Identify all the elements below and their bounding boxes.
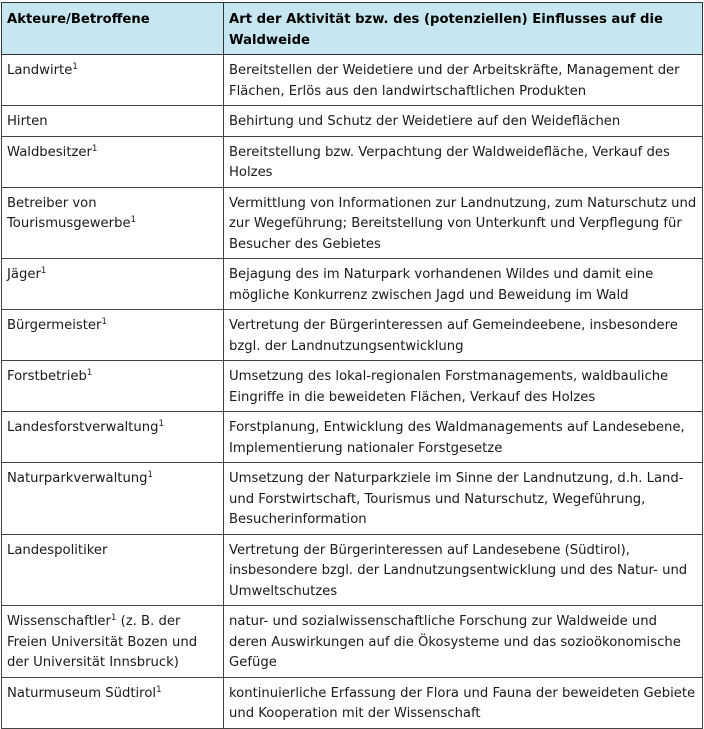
activity-cell: natur- und sozialwissenschaftliche Forschung zur Waldweide und deren Auswirkungen auf die Ökosysteme und das sozioökonomische Gefüge — [224, 606, 703, 678]
table-row — [2, 106, 703, 137]
actors-table — [1, 2, 703, 729]
table-row — [2, 136, 703, 187]
footnote-marker: 1 — [110, 613, 117, 623]
actor-name: Landwirte — [7, 63, 73, 78]
header-activity: Art der Aktivität bzw. des (potenziellen) Einflusses auf die Waldweide — [224, 3, 703, 55]
actor-cell — [2, 187, 224, 259]
table-row — [2, 361, 703, 412]
actor-name: Hirten — [7, 114, 48, 129]
activity-cell: Umsetzung der Naturparkziele im Sinne der Landnutzung, d.h. Land- und Forstwirtschaft, Tourismus und Naturschutz, Wegeführung, Besucherinformation — [224, 463, 703, 535]
footnote-marker: 1 — [72, 62, 78, 72]
table-header-row — [2, 3, 703, 55]
activity-cell: Vertretung der Bürgerinteressen auf Gemeindeebene, insbesondere bzgl. der Landnutzungsentwicklung — [224, 310, 703, 361]
table-row — [2, 606, 703, 678]
actor-name: Wissenschaftler — [7, 614, 111, 629]
table-row — [2, 259, 703, 310]
activity-cell: Forstplanung, Entwicklung des Waldmanagements auf Landesebene, Implementierung nationaler Forstgesetze — [224, 412, 703, 463]
actor-cell — [2, 534, 224, 606]
table-row — [2, 55, 703, 106]
footnote-marker: 1 — [101, 317, 107, 327]
activity-cell: Vertretung der Bürgerinteressen auf Landesebene (Südtirol), insbesondere bzgl. der Landnutzungsentwicklung und des Natur- und Umweltschutzes — [224, 534, 703, 606]
actor-cell — [2, 463, 224, 535]
footnote-marker: 1 — [130, 215, 136, 225]
actor-name: Bürgermeister — [7, 318, 102, 333]
actor-cell — [2, 677, 224, 728]
footnote-marker: 1 — [91, 143, 98, 154]
actor-name: Naturmuseum Südtirol — [7, 685, 157, 701]
actor-name: Jäger — [7, 267, 41, 282]
footnote-marker: 1 — [158, 419, 164, 429]
table-row — [2, 187, 703, 259]
actor-cell — [2, 55, 224, 106]
table-row — [2, 677, 703, 728]
footnote-marker: 1 — [147, 470, 153, 480]
activity-cell: Bereitstellen der Weidetiere und der Arbeitskräfte, Management der Flächen, Erlös aus den landwirtschaftlichen Produkten — [224, 55, 703, 106]
header-actors: Akteure/Betroffene — [2, 3, 224, 55]
actor-note: (z. B. der Freien Universität Bozen und der Universität Innsbruck) — [7, 614, 198, 670]
activity-cell: kontinuierliche Erfassung der Flora und Fauna der beweideten Gebiete und Kooperation mit der Wissenschaft — [224, 677, 703, 728]
actor-cell — [2, 606, 224, 678]
actor-name: Naturparkverwaltung — [7, 471, 148, 486]
actor-name: Waldbesitzer — [7, 144, 92, 160]
actor-cell — [2, 136, 224, 187]
table-row — [2, 310, 703, 361]
actor-cell — [2, 106, 224, 137]
actor-name: Forstbetrieb — [7, 369, 87, 384]
footnote-marker: 1 — [156, 684, 162, 695]
table-row — [2, 412, 703, 463]
actor-cell — [2, 412, 224, 463]
activity-cell: Bereitstellung bzw. Verpachtung der Waldweidefläche, Verkauf des Holzes — [224, 136, 703, 187]
actor-cell — [2, 310, 224, 361]
footnote-marker: 1 — [40, 266, 47, 276]
table-row — [2, 463, 703, 535]
actor-cell — [2, 259, 224, 310]
activity-cell: Umsetzung des lokal-regionalen Forstmanagements, waldbauliche Eingriffe in die beweideten Flächen, Verkauf des Holzes — [224, 361, 703, 412]
activity-cell: Vermittlung von Informationen zur Landnutzung, zum Naturschutz und zur Wegeführung; Bereitstellung von Unterkunft und Verpflegung für Besucher des Gebietes — [224, 187, 703, 259]
actor-name: Betreiber von Tourismusgewerbe — [7, 195, 131, 231]
activity-cell: Bejagung des im Naturpark vorhandenen Wildes und damit eine mögliche Konkurrenz zwischen Jagd und Beweidung im Wald — [224, 259, 703, 310]
actor-cell — [2, 361, 224, 412]
table-row — [2, 534, 703, 606]
table-body — [2, 55, 703, 729]
footnote-marker: 1 — [86, 368, 93, 378]
actor-name: Landespolitiker — [7, 542, 108, 558]
activity-cell: Behirtung und Schutz der Weidetiere auf den Weideflächen — [224, 106, 703, 137]
actor-name: Landesforstverwaltung — [7, 420, 159, 435]
